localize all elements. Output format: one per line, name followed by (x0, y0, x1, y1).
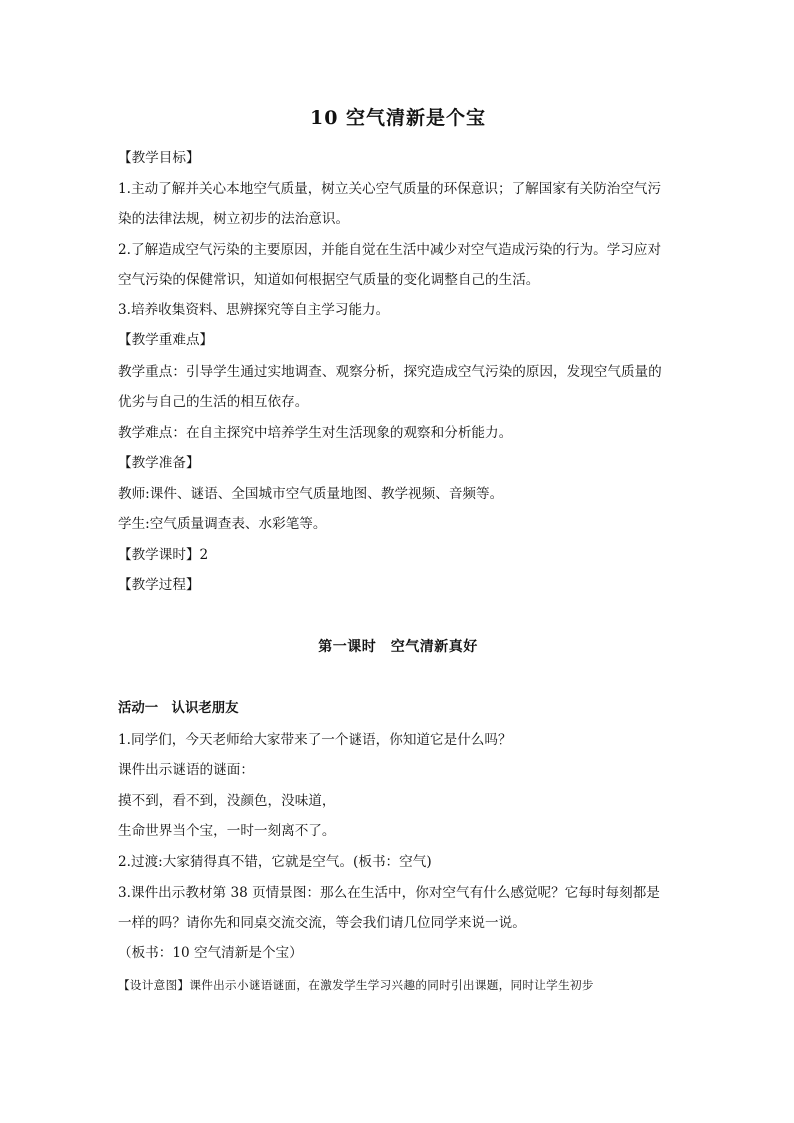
objective-line-5: 3.培养收集资料、思辨探究等自主学习能力。 (118, 302, 390, 318)
objective-line-1: 1.主动了解并关心本地空气质量，树立关心空气质量的环保意识；了解国家有关防治空气污 (118, 181, 662, 197)
activity-line-2: 课件出示谜语的谜面： (118, 762, 254, 778)
document-title: 10 空气清新是个宝 (309, 107, 487, 129)
key-point-line-2: 优劣与自己的生活的相互依存。 (118, 394, 309, 410)
objective-line-3: 2.了解造成空气污染的主要原因，并能自觉在生活中减少对空气造成污染的行为。学习应对 (118, 242, 662, 258)
activity-line-7: 一样的吗？请你先和同桌交流交流，等会我们请几位同学来说一说。 (118, 915, 526, 931)
objectives-heading: 【教学目标】 (118, 150, 200, 166)
activity-line-5: 2.过渡:大家猜得真不错，它就是空气。(板书：空气) (118, 854, 432, 870)
lesson-title: 第一课时 空气清新真好 (318, 639, 478, 655)
preparation-student: 学生:空气质量调查表、水彩笔等。 (118, 516, 327, 532)
activity-line-1: 1.同学们，今天老师给大家带来了一个谜语，你知道它是什么吗？ (118, 732, 512, 748)
objective-line-4: 空气污染的保健常识，知道如何根据空气质量的变化调整自己的生活。 (118, 272, 540, 288)
key-points-heading: 【教学重难点】 (118, 332, 214, 348)
key-point-line-3: 教学难点：在自主探究中培养学生对生活现象的观察和分析能力。 (118, 425, 513, 441)
activity-line-4: 生命世界当个宝，一时一刻离不了。 (118, 823, 336, 839)
design-note: 【设计意图】课件出示小谜语谜面，在激发学生学习兴趣的同时引出课题，同时让学生初步 (118, 978, 594, 992)
process-heading: 【教学过程】 (118, 577, 200, 593)
preparation-teacher: 教师:课件、谜语、全国城市空气质量地图、教学视频、音频等。 (118, 486, 504, 502)
key-point-line-1: 教学重点：引导学生通过实地调查、观察分析，探究造成空气污染的原因，发现空气质量的 (118, 364, 662, 380)
objective-line-2: 染的法律法规，树立初步的法治意识。 (118, 211, 350, 227)
class-hours: 【教学课时】2 (118, 547, 209, 563)
preparation-heading: 【教学准备】 (118, 455, 200, 471)
activity-line-3: 摸不到，看不到，没颜色，没味道， (118, 793, 336, 809)
activity-line-8: （板书：10 空气清新是个宝） (118, 945, 303, 961)
activity-line-6: 3.课件出示教材第 38 页情景图：那么在生活中，你对空气有什么感觉呢？它每时每刻都是 (118, 885, 660, 901)
activity-title: 活动一 认识老朋友 (118, 700, 239, 716)
